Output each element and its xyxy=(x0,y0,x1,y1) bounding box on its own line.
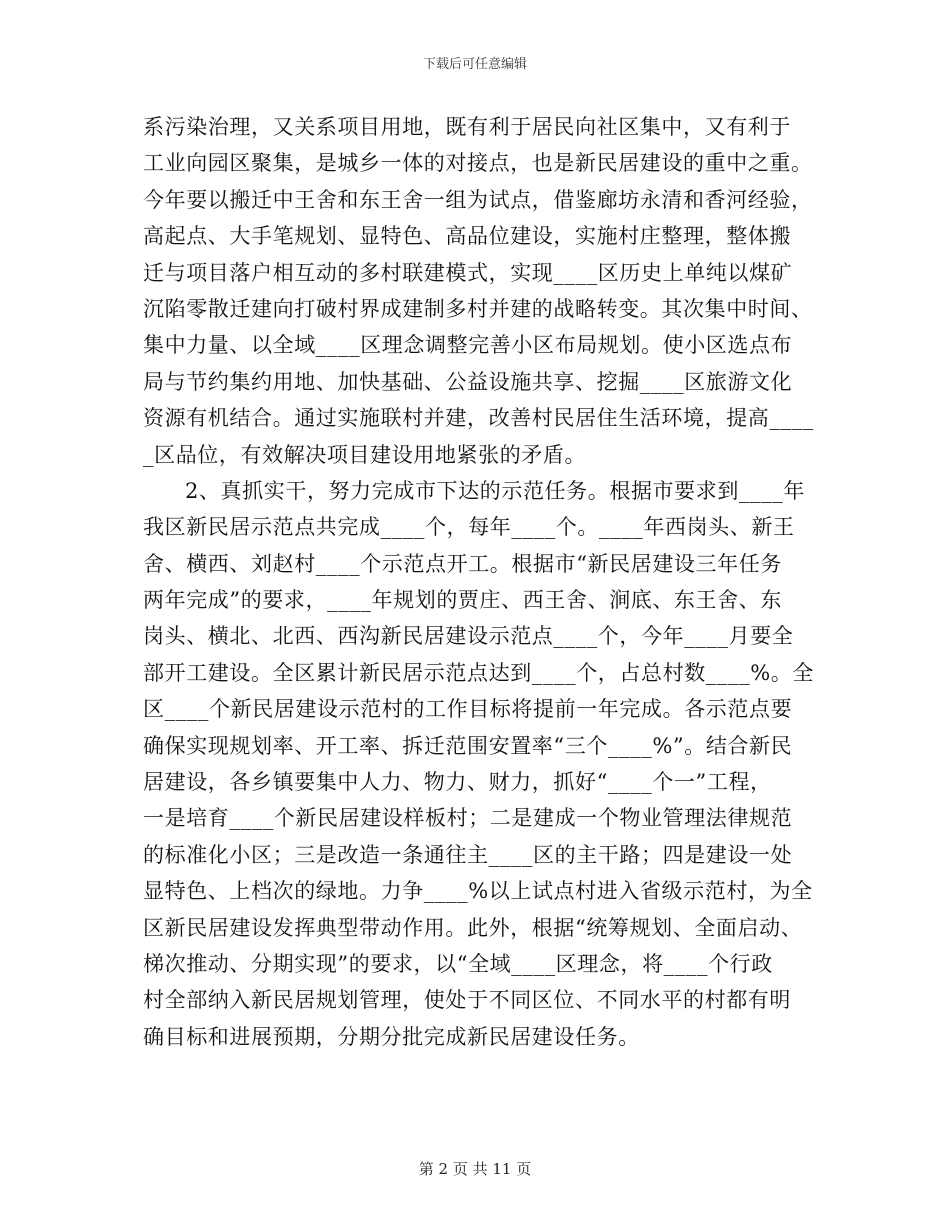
text-line: _区品位，有效解决项目建设用地紧张的矛盾。 xyxy=(143,442,587,467)
text-line: 区____个新民居建设示范村的工作目标将提前一年完成。各示范点要 xyxy=(143,697,793,722)
text-line: 我区新民居示范点共完成____个，每年____个。____年西岗头、新王 xyxy=(143,515,795,540)
text-line: 梯次推动、分期实现”的要求，以“全域____区理念，将____个行政 xyxy=(143,951,773,976)
text-line: 居建设，各乡镇要集中人力、物力、财力，抓好“____个一”工程， xyxy=(143,770,772,795)
header-note: 下载后可任意编辑 xyxy=(422,57,527,72)
text-line: 区新民居建设发挥典型带动作用。此外，根据“统筹规划、全面启动、 xyxy=(143,915,803,940)
text-line: 确保实现规划率、开工率、拆迁范围安置率“三个____%”。结合新民 xyxy=(143,733,793,758)
text-line: 迁与项目落户相互动的多村联建模式，实现____区历史上单纯以煤矿 xyxy=(143,260,793,285)
text-line: 资源有机结合。通过实施联村并建，改善村民居住生活环境，提高____ xyxy=(143,406,814,431)
page-number: 第 2 页 共 11 页 xyxy=(418,1160,532,1178)
text-line: 集中力量、以全域____区理念调整完善小区布局规划。使小区选点布 xyxy=(143,333,793,358)
text-line: 显特色、上档次的绿地。力争____%以上试点村进入省级示范村，为全 xyxy=(143,879,813,904)
text-line: 今年要以搬迁中王舍和东王舍一组为试点，借鉴廊坊永清和香河经验， xyxy=(143,187,813,212)
text-line: 确目标和进展预期，分期分批完成新民居建设任务。 xyxy=(143,1024,640,1049)
text-line: 沉陷零散迁建向打破村界成建制多村并建的战略转变。其次集中时间、 xyxy=(143,296,813,321)
text-line: 高起点、大手笔规划、显特色、高品位建设，实施村庄整理，整体搬 xyxy=(143,224,791,249)
document-body xyxy=(143,109,813,1055)
text-line: 的标准化小区；三是改造一条通往主____区的主干路；四是建设一处 xyxy=(143,842,793,867)
text-line: 工业向园区聚集，是城乡一体的对接点，也是新民居建设的重中之重。 xyxy=(143,151,813,176)
text-line: 2、真抓实干，努力完成市下达的示范任务。根据市要求到____年 xyxy=(185,478,805,503)
text-line: 两年完成”的要求，____年规划的贾庄、西王舍、涧底、东王舍、东 xyxy=(143,588,782,613)
text-line: 村全部纳入新民居规划管理，使处于不同区位、不同水平的村都有明 xyxy=(143,988,791,1013)
text-line: 一是培育____个新民居建设样板村；二是建成一个物业管理法律规范 xyxy=(143,806,793,831)
text-line: 局与节约集约用地、加快基础、公益设施共享、挖掘____区旅游文化 xyxy=(143,369,793,394)
text-line: 舍、横西、刘赵村____个示范点开工。根据市“新民居建设三年任务 xyxy=(143,551,782,576)
text-line: 系污染治理，又关系项目用地，既有利于居民向社区集中，又有利于 xyxy=(143,115,791,139)
text-line: 岗头、横北、北西、西沟新民居建设示范点____个，今年____月要全 xyxy=(143,624,794,649)
text-line: 部开工建设。全区累计新民居示范点达到____个，占总村数____%。全 xyxy=(143,660,814,685)
